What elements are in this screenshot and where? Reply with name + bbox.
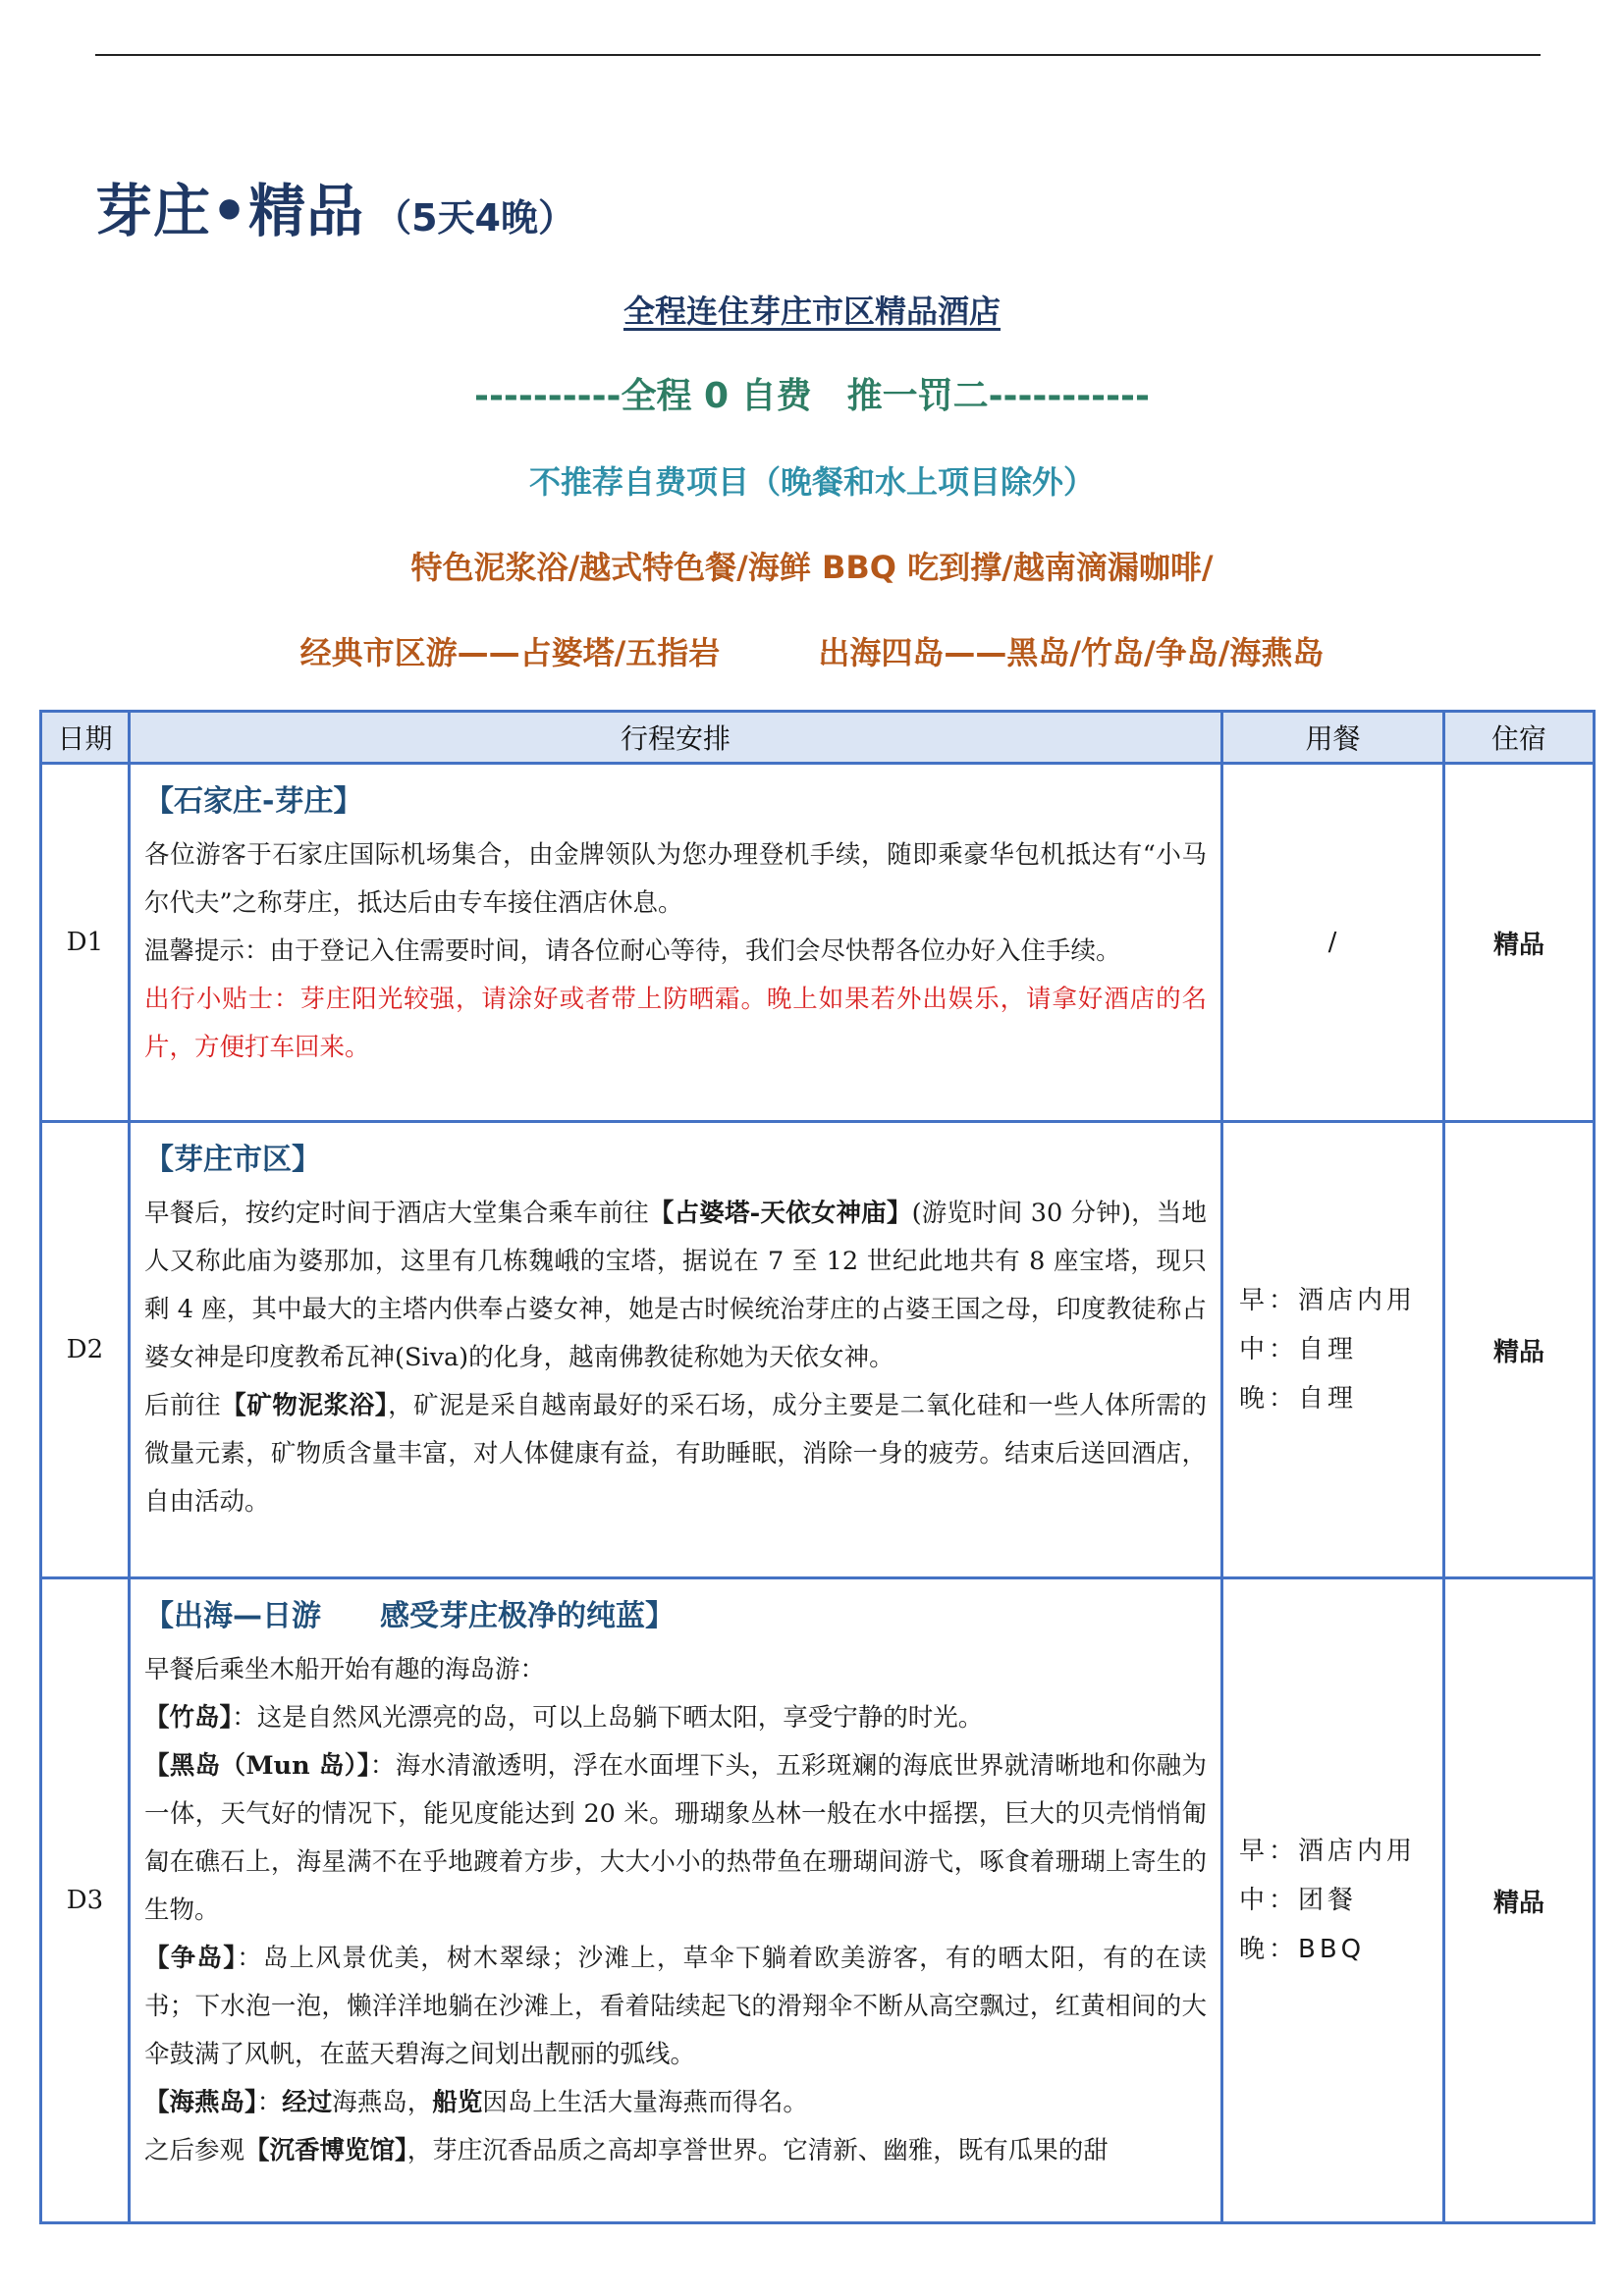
schedule-text: 之后参观【沉香博览馆】，芽庄沉香品质之高却享誉世界。它清新、幽雅，既有瓜果的甜: [144, 2136, 1109, 2165]
meal-lunch: 中：自理: [1239, 1335, 1358, 1364]
day-schedule: [130, 1122, 1222, 1578]
title-duration: （5天4晚）: [374, 196, 575, 240]
schedule-text: 早餐后乘坐木船开始有趣的海岛游：: [144, 1655, 546, 1684]
schedule-text: 各位游客于石家庄国际机场集合，由金牌领队为您办理登机手续，随即乘豪华包机抵达有“小马尔代夫”之称芽庄，抵达后由专车接住酒店休息。: [144, 840, 1207, 918]
attraction-name: 【矿物泥浆浴】: [221, 1391, 389, 1420]
highlight-no-optional: 不推荐自费项目（晚餐和水上项目除外）: [528, 463, 1095, 501]
day-label: D3: [41, 1578, 130, 2223]
header-meals: 用餐: [1222, 712, 1444, 764]
table-row-d1: [41, 764, 1595, 1122]
meal-dinner: 晚：BBQ: [1239, 1935, 1366, 1964]
schedule-text: 后前往【矿物泥浆浴】，矿泥是采自越南最好的采石场，成分主要是二氧化硅和一些人体所需的微量元素，矿物质含量丰富，对人体健康有益，有助睡眠，消除一身的疲劳。结束后送回酒店，自由活动。: [144, 1391, 1207, 1517]
highlight-city-tour: 经典市区游——占婆塔/五指岩: [299, 634, 721, 671]
meal-lunch: 中：团餐: [1239, 1886, 1358, 1915]
table-header-row: [41, 712, 1595, 764]
hotel-cell: 精品: [1444, 764, 1595, 1122]
hotel-cell: 精品: [1444, 1122, 1595, 1578]
highlight-features: 特色泥浆浴/越式特色餐/海鲜 BBQ 吃到撑/越南滴漏咖啡/: [410, 549, 1214, 586]
meal-dinner: 晚：自理: [1239, 1384, 1358, 1414]
day-title: 【石家庄-芽庄】: [144, 784, 363, 819]
attraction-name: 【占婆塔-天依女神庙】: [648, 1199, 912, 1228]
day-title: 【芽庄市区】: [144, 1143, 321, 1177]
day-title: 【出海—日游 感受芽庄极净的纯蓝】: [144, 1599, 675, 1633]
meal-breakfast: 早：酒店内用: [1239, 1837, 1417, 1866]
island-item: 【黑岛（Mun 岛）】：海水清澈透明，浮在水面埋下头，五彩斑斓的海底世界就清晰地和你融为一体，天气好的情况下，能见度能达到 20 米。珊瑚象丛林一般在水中摇摆，巨大的贝壳悄悄匍匐在礁石上，海星满不在乎地踱着方步，大大小小的热带鱼在珊瑚间游弋，啄食着珊瑚上寄生的生物。: [144, 1751, 1207, 1925]
island-item: 【海燕岛】：经过海燕岛，船览因岛上生活大量海燕而得名。: [144, 2088, 808, 2117]
title-main: 芽庄•精品: [95, 178, 365, 244]
meal-breakfast: 早：酒店内用: [1239, 1286, 1417, 1315]
travel-tip: 出行小贴士：芽庄阳光较强，请涂好或者带上防晒霜。晚上如果若外出娱乐，请拿好酒店的名片，方便打车回来。: [144, 985, 1207, 1062]
header-hotel: 住宿: [1444, 712, 1595, 764]
island-item: 【竹岛】：这是自然风光漂亮的岛，可以上岛躺下晒太阳，享受宁静的时光。: [144, 1703, 984, 1733]
header-rule: [95, 54, 1541, 56]
highlight-tours: [0, 628, 1624, 673]
itinerary-table: [39, 710, 1596, 2224]
highlight-island-tour: 出海四岛——黑岛/竹岛/争岛/海燕岛: [818, 634, 1325, 671]
meal-cell: [1222, 1122, 1444, 1578]
header-schedule: 行程安排: [130, 712, 1222, 764]
table-row-d3: [41, 1578, 1595, 2223]
island-item: 【争岛】：岛上风景优美，树木翠绿；沙滩上，草伞下躺着欧美游客，有的晒太阳，有的在读书；下水泡一泡，懒洋洋地躺在沙滩上，看着陆续起飞的滑翔伞不断从高空飘过，红黄相间的大伞鼓满了风帆，在蓝天碧海之间划出靓丽的弧线。: [144, 1944, 1207, 2069]
day-label: D2: [41, 1122, 130, 1578]
day-schedule: [130, 764, 1222, 1122]
page-title: [95, 165, 575, 247]
day-schedule: [130, 1578, 1222, 2223]
header-date: 日期: [41, 712, 130, 764]
meal-cell: /: [1222, 764, 1444, 1122]
highlight-no-extra-fee: ----------全程 0 自费 推一罚二-----------: [474, 376, 1150, 416]
meal-cell: [1222, 1578, 1444, 2223]
tip-text: 温馨提示：由于登记入住需要时间，请各位耐心等待，我们会尽快帮各位办好入住手续。: [144, 936, 1121, 966]
day-label: D1: [41, 764, 130, 1122]
table-row-d2: [41, 1122, 1595, 1578]
highlight-hotel: 全程连住芽庄市区精品酒店: [623, 293, 1001, 330]
schedule-text: 早餐后，按约定时间于酒店大堂集合乘车前往【占婆塔-天依女神庙】(游览时间 30 分钟)，当地人又称此庙为婆那加，这里有几栋魏峨的宝塔，据说在 7 至 12 世纪此地共有 8 座宝塔，现只剩 4 座，其中最大的主塔内供奉占婆女神，她是古时候统治芽庄的占婆王国之母，印度教徒称占婆女神是印度教希瓦神(Siva)的化身，越南佛教徒称她为天依女神。: [144, 1199, 1207, 1372]
hotel-cell: 精品: [1444, 1578, 1595, 2223]
